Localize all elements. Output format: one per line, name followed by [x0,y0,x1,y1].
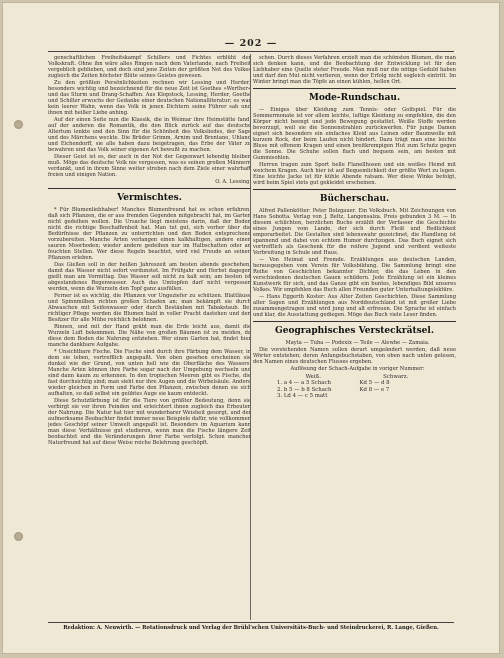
solution-move-white: 3. Ld 4 — c 5 matt [277,393,328,400]
article-paragraph: schen. Durch dieses Verfahren erzielt man die schönsten Blumen, die man sich denken kann, und die Beobachtung der Entwicklung ist für den Liebhaber eine Quelle steter Freude. Man muß nur die nötige Geduld haben und darf den Mut nicht verlieren, wenn der Erfolg nicht sogleich eintritt. Im Winter bringt man die Töpfe an einen kühlen, hellen Ort. [253,55,456,85]
article-paragraph: genschaftlichen Freiheitskampf Schillers und Fichtes erblüht der Volkskraft. Ohne ihn wäre alles Ringen nach dem Vaterlande, nach Freiheit vergeblich geblieben, und doch sind jene Zeiten der größten Not des Volkes zugleich die Zeiten höchster Blüte seines Geistes gewesen. [48,55,251,79]
article-paragraph: Ferner ist es wichtig, die Pflanzen vor Ungeziefer zu schützen. Blattläuse und Spinnmilben richten großen Schaden an; man bekämpft sie durch Abwaschen mit Seifenwasser oder durch Bestäuben mit Tabakstaub. Bei richtiger Pflege werden die Blumen bald in voller Pracht dastehen und den Besitzer für alle Mühe reichlich belohnen. [48,293,251,323]
page-number: — 202 — [224,38,278,49]
punch-hole [14,120,23,129]
newspaper-page [2,2,500,654]
solution-move-black: Kd 5 — d 8 [359,380,390,387]
section-title-raetsel: Geographisches Versteckrätsel. [275,326,434,336]
puzzle-words: Mayta — Tuba — Podexix — Teile — Alewbe — Zamaia. [285,340,430,346]
solution-move-black [360,393,433,399]
imprint-line: Redaktion: A. Neuwirth. — Rotationsdruck und Verlag der Brühl'schen Universitäts-Buch- und Steindruckerei, R. Lange, Gießen. [63,625,439,631]
article-paragraph: — Hans Eggerth Koster: Aus Alter Zeiten Geschichten. Diese Sammlung alter Sagen und Erzählungen aus Norddeutschland ist mit großer Liebe zusammengetragen und wird jung und alt erfreuen. Die Sprache ist einfach und klar, die Ausstattung gediegen. Möge das Buch viele Leser finden. [253,294,456,318]
section-rule [253,88,456,89]
column-divider [250,54,251,620]
section-title-buecherschau: Bücherschau. [319,194,390,204]
article-paragraph: Auf der einen Seite nun die Klassik, die in Weimar ihre Heimstätte fand, auf der anderen die Romantik, die den Blick zurück auf das deutsche Altertum lenkte und den Sinn für die Schönheit des Volksliedes, der Sage und des Märchens weckte. Die Brüder Grimm, Arnim und Brentano, Uhland und Eichendorff, sie alle haben dazu beigetragen, das Erbe der Väter zu bewahren und das Volk seiner eigenen Art bewußt zu machen. [48,117,251,153]
solution-move-white: 1. a 4 — a 5 Schach [277,380,331,387]
article-paragraph: Herren tragen zum Sport helle Flanellhosen und ein weißes Hemd mit weichem Kragen. Auch hier ist auf Bequemlichkeit der größte Wert zu legen. Eine leichte Jacke ist für kühle Abende ratsam. Wer diese Winke befolgt, wird beim Spiel stets gut gekleidet erscheinen. [253,162,456,186]
solution-move-white: 2. b 5 — b 8 Schach [277,386,332,393]
section-title-vermischtes: Vermischtes. [117,193,182,203]
right-column [253,55,456,618]
article-paragraph: * Unsichtbare Fische. Die Fische sind durch ihre Färbung dem Wasser, in dem sie leben, vortrefflich angepaßt. Von oben gesehen erscheinen sie dunkel wie der Grund, von unten hell wie die Oberfläche des Wassers. Manche Arten können ihre Farbe sogar nach der Umgebung wechseln und sind dann kaum zu erkennen. In den tropischen Meeren gibt es Fische, die fast durchsichtig sind; man sieht nur ihre Augen und die Wirbelsäule. Andere wieder gleichen in Form und Farbe den Pflanzen, zwischen denen sie sich aufhalten, so daß selbst ein geübtes Auge sie kaum entdeckt. [48,349,251,397]
chess-solution-table [277,374,432,400]
article-paragraph: — Einiges über Kleidung zum Tennis- oder Golfspiel. Für die Sommermonate ist vor allem leichte, luftige Kleidung zu empfehlen, die den Körper nicht beengt und jede Bewegung gestattet. Weiße Stoffe werden bevorzugt, weil sie die Sonnenstrahlen zurückwerfen. Für junge Damen eignet sich besonders ein einfaches Kleid aus Leinen oder Baumwolle mit kurzem Rock, der beim Laufen nicht hindert. Dazu trägt man eine leichte Bluse mit offenem Kragen und einen breitkrempigen Hut zum Schutz gegen die Sonne. Die Schuhe sollen flach und bequem sein, am besten mit Gummisohlen. [253,107,456,161]
section-title-mode-rundschau: Mode-Rundschau. [308,93,401,103]
article-paragraph: Das Gießen soll in der heißen Jahreszeit am besten abends geschehen, damit das Wasser nicht sofort verdunstet. Im Frühjahr und Herbst dagegen gießt man am Vormittag. Das Wasser soll nicht zu kalt sein; am besten ist abgestandenes Regenwasser. Auch das Umtopfen darf nicht vergessen werden, wenn die Wurzeln den Topf ganz ausfüllen. [48,262,251,292]
article-paragraph: Dieser Geist ist es, der auch in der Not der Gegenwart lebendig bleiben muß. Möge das deutsche Volk nie vergessen, was es seinen großen Männern verdankt, und in ihrem Sinne weiter streben nach dem Ziele einer wahrhaft freien und einigen Nation. [48,154,251,178]
solution-col-header: Weiß. [305,374,321,380]
header-rule [48,51,454,52]
left-column [48,55,251,618]
article-paragraph: Alfred Pallenkötter: Peter Bolzgauer. Ein Volksbuch. Mit Zeichnungen von Hans Sobotta. Verlag von J. Beltz, Langensalza. Preis gebunden 3 M. — In diesem schlichten, herzlichen Buche erzählt der Verfasser die Geschichte eines Jungen vom Lande, der sich durch Fleiß und Redlichkeit emporarbeitet. Die Gestalten sind lebenswahr gezeichnet, die Handlung ist spannend und dabei von echtem Humor durchzogen. Das Buch eignet sich vortrefflich als Geschenk für die reifere Jugend und verdient weiteste Verbreitung in Schule und Haus. [253,208,456,256]
article-paragraph: Rinnen, und mit der Hand gräbt man die Erde leicht aus, damit die Wurzeln Luft bekommen. Die Nähe von großen Bäumen ist zu meiden, da diese dem Boden die Nahrung entziehen. Wer einen Garten hat, findet hier manche dankbare Aufgabe. [48,324,251,348]
article-paragraph: Zu den größten Persönlichkeiten rechnen wir Lessing und Herder; besonders wichtig und bezeichnend für die neue Zeit ist Goethes »Werther« und das Sturm und Drang-Schaffen. Aus Klopstock, Lessing, Herder, Goethe und Schiller erwuchs der Gedanke einer deutschen Nationalliteratur; es war kein leerer Wahn, wenn das Volk in jenen Dichtern seine Führer sah und ihnen mit heißer Liebe anhing. [48,80,251,116]
solution-col-header: Schwarz. [383,374,409,380]
footer-rule [48,622,454,623]
section-rule [253,321,456,322]
puzzle-instructions: Die vorstehenden Namen sollen derart umgeändert werden, daß neue Wörter entstehen; deren Anfangsbuchstaben, von oben nach unten gelesen, den Namen eines deutschen Flusses ergeben. [253,347,456,365]
article-paragraph: — Von Heimat und Fremde. Erzählungen aus deutschen Landen, herausgegeben vom Verein für Volksbildung. Die Sammlung bringt eine Reihe von Geschichten bekannter Dichter, die das Leben in den verschiedenen deutschen Gauen schildern. Jede Erzählung ist ein kleines Kunstwerk für sich, und das Ganze gibt ein buntes, lebendiges Bild unseres Volkes. Wir empfehlen das Buch allen Freunden guter Unterhaltungslektüre. [253,257,456,293]
section-rule [253,189,456,190]
section-rule [48,188,251,189]
article-paragraph: Diese Schutzfärbung ist für die Tiere von größter Bedeutung, denn sie verbirgt sie vor ihren Feinden und erleichtert ihnen zugleich das Erbeuten der Nahrung. Die Natur hat hier mit wunderbarer Weisheit gesorgt, und der aufmerksame Beobachter findet immer neue Beispiele dafür, wie vollkommen jedes Geschöpf seiner Umwelt angepaßt ist. Besonders im Aquarium kann man diese Verhältnisse gut studieren, wenn man die Fische längere Zeit beobachtet und die Veränderungen ihrer Farbe verfolgt. Schon mancher Naturfreund hat auf diese Weise reiche Belehrung geschöpft. [48,398,251,446]
article-signature: O. A. Lessing. [215,179,251,185]
article-paragraph: * Für Blumenliebhaber! Manches Blumenfreund hat es schon erfahren, daß sich Pflanzen, die er aus fremden Gegenden mitgebracht hat, im Garten nicht gedeihen wollen. Die Ursache liegt meistens darin, daß der Boden nicht die richtige Beschaffenheit hat. Man tut gut, sich vorher über die Bedürfnisse der Pflanzen zu unterrichten und den Boden entsprechend vorzubereiten. Manche Arten verlangen einen kalkhaltigen, andere einen sauren Moorboden; wieder andere gedeihen nur im Halbschatten oder an feuchten Stellen. Wer diese Regeln beachtet, wird viel Freude an seinen Pflanzen erleben. [48,207,251,261]
punch-hole [14,532,23,541]
solution-heading: Auflösung der Schach-Aufgabe in voriger Nummer: [290,366,425,372]
solution-move-black: Kd 8 — e 7 [359,386,390,393]
